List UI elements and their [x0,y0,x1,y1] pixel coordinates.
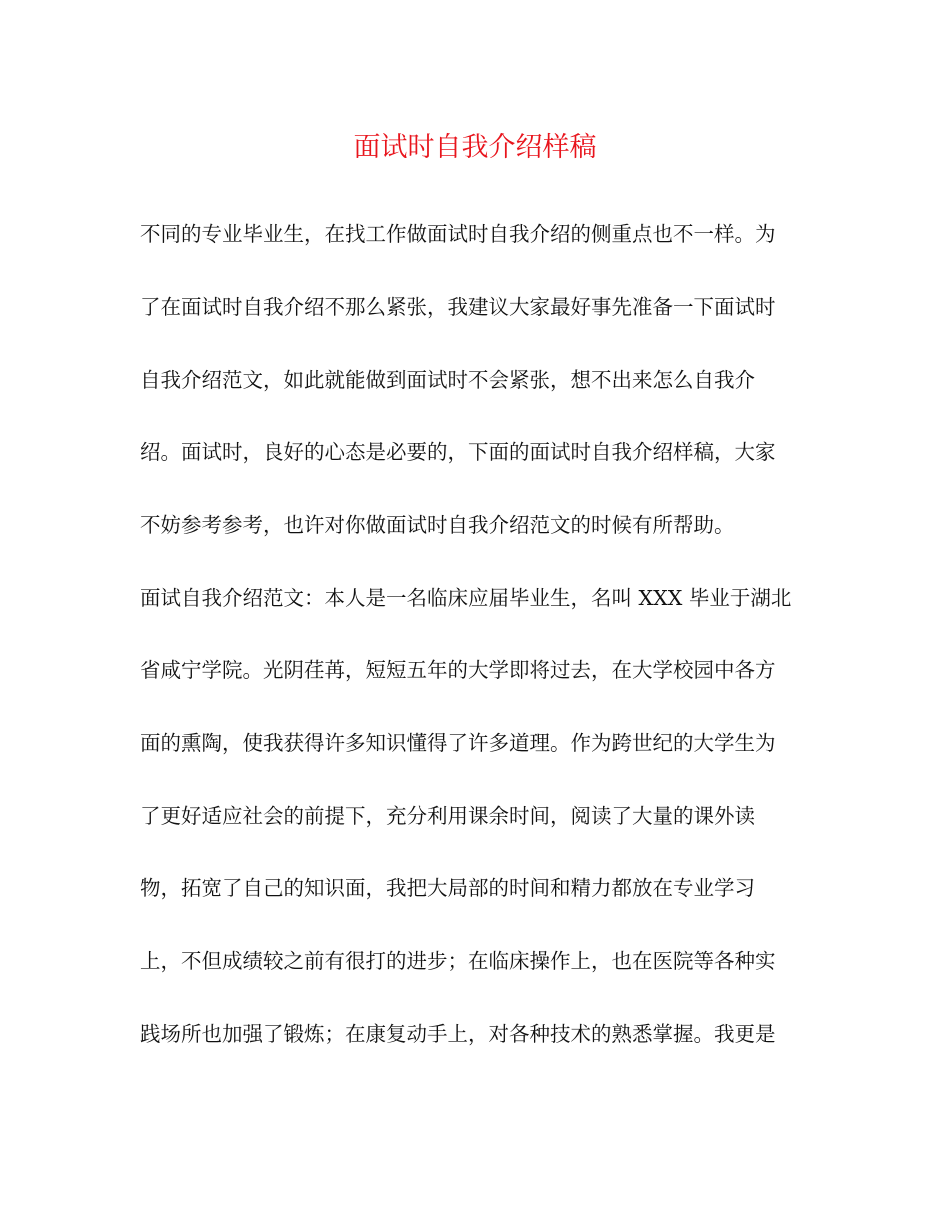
body-line: 上，不但成绩较之前有很打的进步；在临床操作上，也在医院等各种实 [140,949,776,973]
document-title: 面试时自我介绍样稿 [353,132,597,163]
body-line: 面的熏陶，使我获得许多知识懂得了许多道理。作为跨世纪的大学生为 [140,731,776,755]
body-line: 绍。面试时，良好的心态是必要的，下面的面试时自我介绍样稿，大家 [140,440,776,464]
body-line: 了在面试时自我介绍不那么紧张，我建议大家最好事先准备一下面试时 [140,295,776,319]
body-line: 省咸宁学院。光阴荏苒，短短五年的大学即将过去，在大学校园中各方 [140,658,776,682]
body-line: 自我介绍范文，如此就能做到面试时不会紧张，想不出来怎么自我介 [140,368,755,392]
body-line: 了更好适应社会的前提下，充分利用课余时间，阅读了大量的课外读 [140,804,755,828]
body-line: 物，拓宽了自己的知识面，我把大局部的时间和精力都放在专业学习 [140,876,755,900]
body-line: 不妨参考参考，也许对你做面试时自我介绍范文的时候有所帮助。 [140,513,735,537]
body-line: 不同的专业毕业生，在找工作做面试时自我介绍的侧重点也不一样。为 [140,222,776,246]
body-line: 面试自我介绍范文：本人是一名临床应届毕业生，名叫 XXX 毕业于湖北 [140,586,792,610]
body-line: 践场所也加强了锻炼；在康复动手上，对各种技术的熟悉掌握。我更是 [140,1022,776,1046]
